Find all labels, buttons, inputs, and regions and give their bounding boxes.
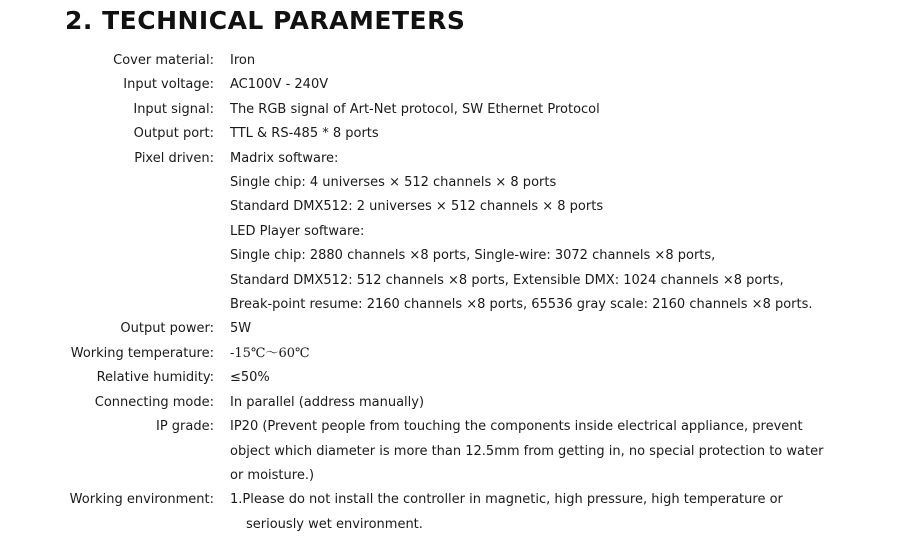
param-value-line: In parallel (address manually) xyxy=(230,394,425,410)
param-values xyxy=(230,342,870,366)
param-row-cover-material xyxy=(0,49,900,73)
param-value-line: ≤50% xyxy=(230,370,270,386)
param-value-line: Single chip: 2880 channels ×8 ports, Single-wire: 3072 channels ×8 ports, xyxy=(230,248,716,264)
param-row-working-temperature xyxy=(0,342,900,366)
param-value-line: IP20 (Prevent people from touching the components inside electrical appliance, prevent xyxy=(230,419,803,435)
param-label: Working temperature: xyxy=(70,345,214,361)
param-value-line: seriously wet environment. xyxy=(246,516,423,532)
param-row-input-voltage xyxy=(0,73,900,97)
param-value-line: TTL & RS-485 * 8 ports xyxy=(230,126,379,142)
param-label: IP grade: xyxy=(156,419,214,435)
param-row-working-environment xyxy=(0,488,900,537)
param-label: Output power: xyxy=(120,321,214,337)
param-value-line: Single chip: 4 universes × 512 channels × 8 ports xyxy=(230,175,557,191)
param-values xyxy=(230,98,870,122)
param-value-line: 1.Please do not install the controller in magnetic, high pressure, high temperature or xyxy=(230,492,783,508)
param-value-line: Iron xyxy=(230,53,256,68)
param-value-line: object which diameter is more than 12.5mm from getting in, no special protection to water xyxy=(230,443,824,459)
param-value-line: Madrix software: xyxy=(230,150,339,166)
param-row-relative-humidity xyxy=(0,366,900,390)
param-value-line: LED Player software: xyxy=(230,223,365,239)
parameters-list xyxy=(0,49,900,537)
param-label: Cover material: xyxy=(113,53,214,68)
param-row-input-signal xyxy=(0,98,900,122)
param-label: Relative humidity: xyxy=(96,370,214,386)
param-values xyxy=(230,391,870,415)
param-label: Connecting mode: xyxy=(94,394,214,410)
param-value-line: The RGB signal of Art-Net protocol, SW Ethernet Protocol xyxy=(230,101,600,117)
param-label: Working environment: xyxy=(69,492,214,508)
section-title: 2. TECHNICAL PARAMETERS xyxy=(65,6,466,35)
param-value-line: or moisture.) xyxy=(230,467,315,483)
param-values xyxy=(230,415,870,488)
param-row-output-power xyxy=(0,317,900,341)
param-value-line: -15℃～60℃ xyxy=(230,345,310,361)
param-value-line: AC100V - 240V xyxy=(230,77,329,93)
param-row-ip-grade xyxy=(0,415,900,488)
param-values xyxy=(230,366,870,390)
param-value-line: Standard DMX512: 512 channels ×8 ports, Extensible DMX: 1024 channels ×8 ports, xyxy=(230,272,784,288)
param-values xyxy=(230,488,870,537)
param-value-line: Standard DMX512: 2 universes × 512 channels × 8 ports xyxy=(230,199,604,215)
param-row-connecting-mode xyxy=(0,391,900,415)
param-row-output-port xyxy=(0,122,900,146)
param-values xyxy=(230,73,870,97)
param-values xyxy=(230,122,870,146)
param-row-pixel-driven xyxy=(0,147,900,318)
param-value-line: Break-point resume: 2160 channels ×8 ports, 65536 gray scale: 2160 channels ×8 ports. xyxy=(230,297,813,313)
param-values xyxy=(230,49,870,73)
param-value-line: 5W xyxy=(230,321,252,337)
param-values xyxy=(230,147,870,318)
param-values xyxy=(230,317,870,341)
param-label: Output port: xyxy=(133,126,214,142)
param-label: Pixel driven: xyxy=(134,150,214,166)
param-label: Input signal: xyxy=(133,101,214,117)
param-label: Input voltage: xyxy=(123,77,214,93)
